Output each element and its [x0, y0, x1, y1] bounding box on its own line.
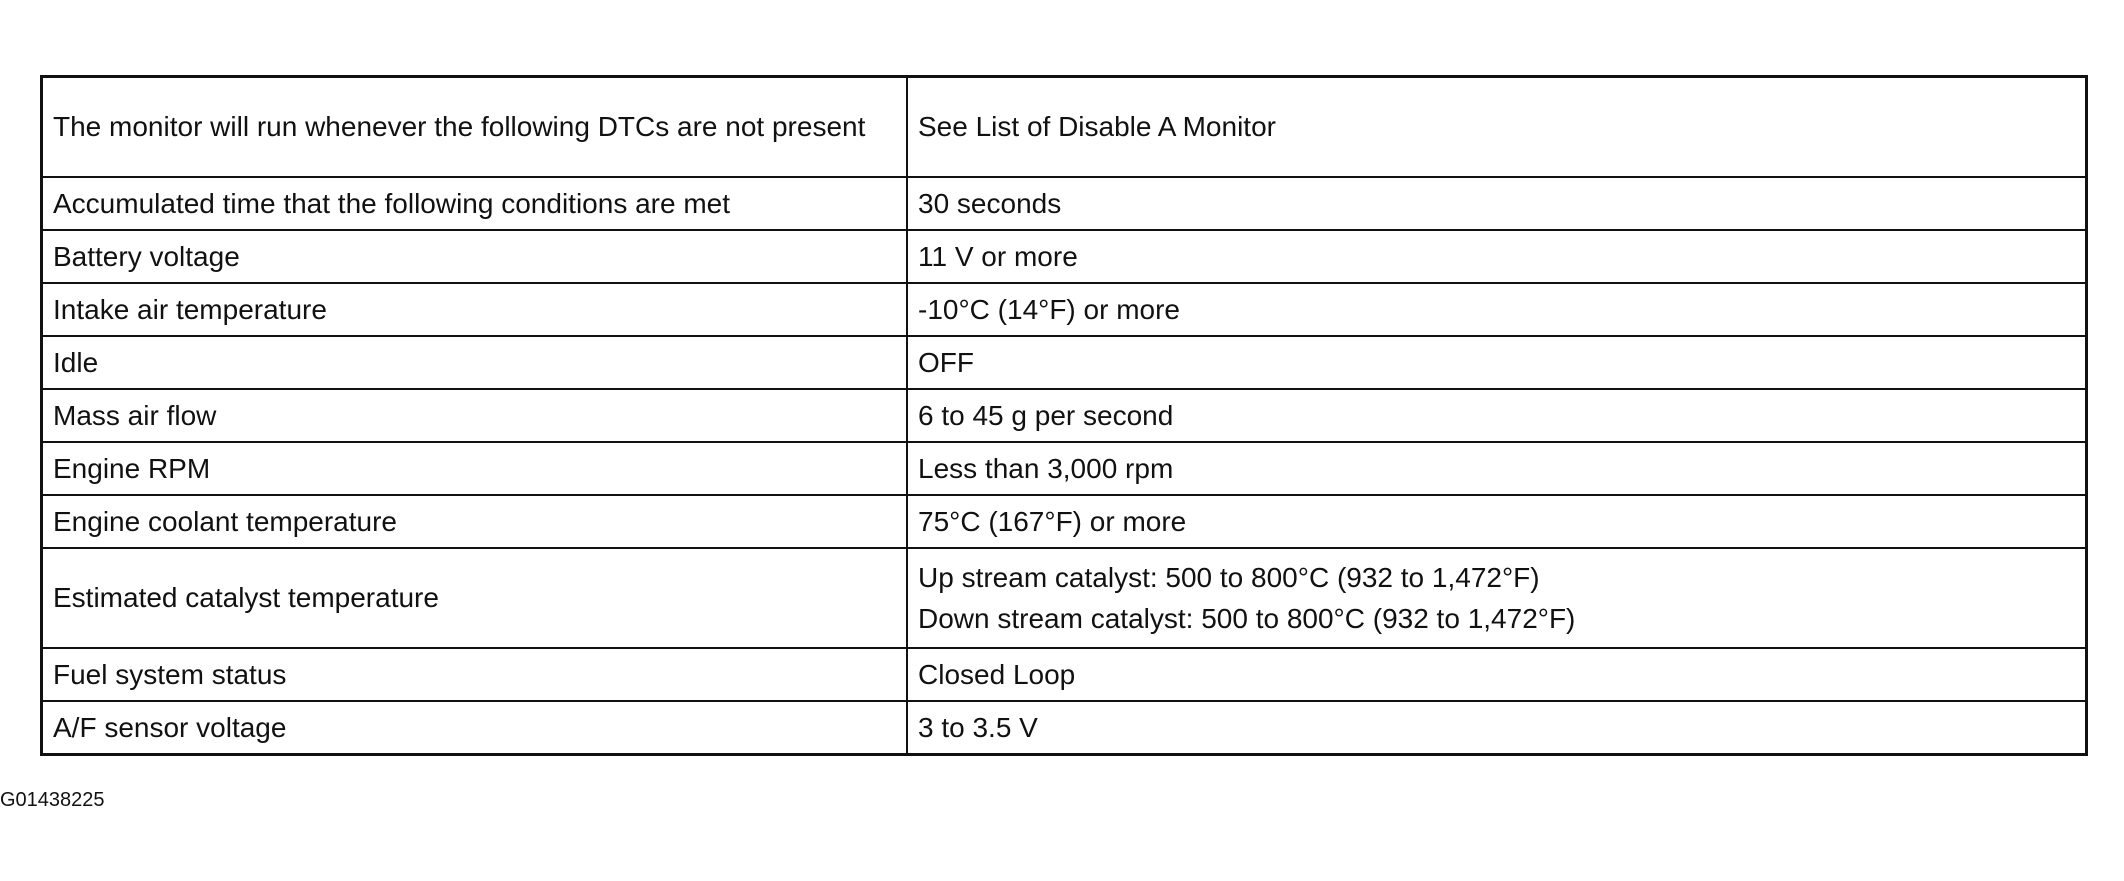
table-row: [42, 548, 2087, 648]
condition-label: A/F sensor voltage: [42, 701, 908, 755]
condition-value: -10°C (14°F) or more: [907, 283, 2087, 336]
condition-value: Less than 3,000 rpm: [907, 442, 2087, 495]
table-row: [42, 389, 2087, 442]
condition-value: OFF: [907, 336, 2087, 389]
condition-value-line: Up stream catalyst: 500 to 800°C (932 to 1,472°F): [918, 562, 1540, 593]
condition-value: Closed Loop: [907, 648, 2087, 701]
table-row: [42, 442, 2087, 495]
figure-id: G01438225: [0, 789, 105, 811]
condition-value-line: Down stream catalyst: 500 to 800°C (932 to 1,472°F): [918, 603, 1576, 634]
condition-label: Engine RPM: [42, 442, 908, 495]
table-row: [42, 336, 2087, 389]
table-row: [42, 230, 2087, 283]
condition-value: 75°C (167°F) or more: [907, 495, 2087, 548]
condition-value: 30 seconds: [907, 177, 2087, 230]
condition-label: Fuel system status: [42, 648, 908, 701]
condition-label: Battery voltage: [42, 230, 908, 283]
condition-value: [907, 548, 2087, 648]
condition-label: The monitor will run whenever the following DTCs are not present: [42, 77, 908, 178]
condition-label: Mass air flow: [42, 389, 908, 442]
table-row: [42, 701, 2087, 755]
table-row: [42, 283, 2087, 336]
condition-label: Idle: [42, 336, 908, 389]
condition-label: Estimated catalyst temperature: [42, 548, 908, 648]
condition-label: Intake air temperature: [42, 283, 908, 336]
table-row: [42, 495, 2087, 548]
table-row: [42, 177, 2087, 230]
condition-value: See List of Disable A Monitor: [907, 77, 2087, 178]
condition-value: 3 to 3.5 V: [907, 701, 2087, 755]
condition-value: 6 to 45 g per second: [907, 389, 2087, 442]
condition-value: 11 V or more: [907, 230, 2087, 283]
condition-label: Accumulated time that the following conditions are met: [42, 177, 908, 230]
table-row: [42, 77, 2087, 178]
table-row: [42, 648, 2087, 701]
monitor-conditions-table: [40, 75, 2088, 756]
condition-label: Engine coolant temperature: [42, 495, 908, 548]
